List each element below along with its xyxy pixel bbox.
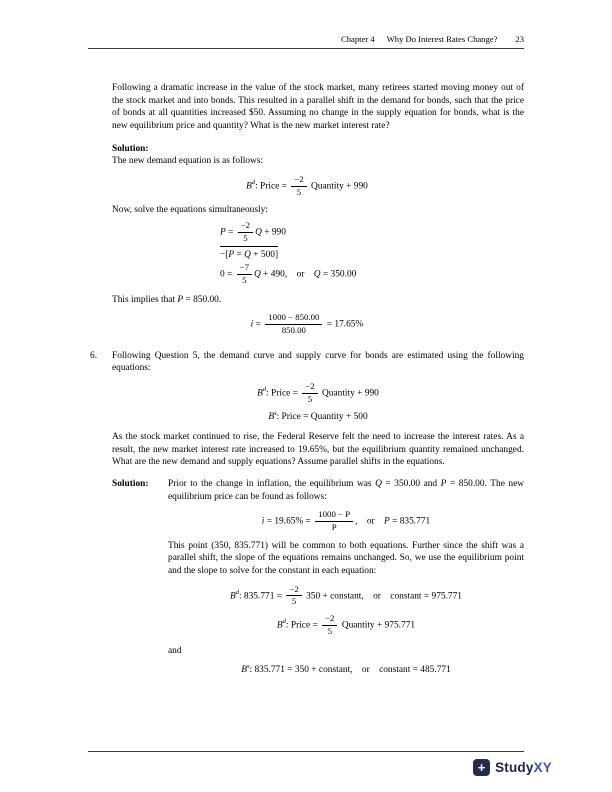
equation-system-row-2	[220, 246, 524, 262]
equation-system	[220, 221, 524, 285]
equation-demand-q6: $B^d$: Price = $\frac{-2}{5}$ Quantity + 990	[257, 380, 379, 404]
equation-interest-q5: i = $\frac{1000 - 850.00}{850.00}$ = 17.65%	[250, 312, 364, 335]
solution-q6	[112, 478, 524, 684]
solution-q6-body	[168, 478, 524, 684]
page-header	[88, 34, 524, 49]
subtraction-line: −[P = Q + 500]	[220, 246, 278, 262]
question-number: 6.	[90, 350, 98, 361]
page-number: 23	[515, 34, 524, 44]
plus-icon	[473, 759, 490, 776]
studyxy-logo	[88, 759, 552, 776]
implies-text: This implies that P = 850.00.	[112, 294, 222, 305]
question5-text: Following a dramatic increase in the value of the stock market, many retirees started moving money out of the stock market and into bonds. This resulted in a parallel shift in the demand for bonds, such that the price of bonds at all quantities increased $50. Assuming no change in the supply equation for bonds, what is the new equilibrium price and quantity? What is the new market interest rate?	[112, 83, 524, 132]
equation-new-demand-q5: $B^d$: Price = $\frac{-2}{5}$ Quantity + 990	[246, 174, 368, 197]
equation-interest-q6: i = 19.65% = $\frac{1000 - P}{P}$ , or P = 835.771	[261, 509, 431, 533]
brand-xy: XY	[533, 760, 552, 775]
equation-constant-supply: $B^s$: 835.771 = 350 + constant, or constant = 485.771	[241, 663, 451, 676]
solution-intro-text: Prior to the change in inflation, the equilibrium was Q = 350.00 and P = 850.00. The new equilibrium price can be found as follows:	[168, 479, 525, 502]
solution-label-q5: Solution:	[112, 143, 149, 154]
and-label: and	[168, 645, 182, 656]
equation-system-row-3: 0 = $\frac{-7}{5}$ Q + 490, or Q = 350.00	[220, 262, 357, 285]
equation-new-demand-q6: $B^d$: Price = $\frac{-2}{5}$ Quantity + 975.771	[276, 613, 416, 636]
question6-body-text: As the stock market continued to rise, the Federal Reserve felt the need to increase the interest rates. As a result, the new market interest rate increased to 19.65%, but the equilibrium quantity remained unchanged. What are the new demand and supply equations? Assume parallel shifts in the equations.	[112, 431, 524, 468]
chapter-label: Chapter 4	[341, 34, 375, 44]
page-footer	[88, 751, 552, 776]
equation-constant-demand: $B^d$: 835.771 = $\frac{-2}{5}$ 350 + constant, or constant = 975.771	[230, 583, 462, 607]
equation-system-row-1: P = $\frac{-2}{5}$ Q + 990	[220, 220, 286, 243]
page-body	[90, 82, 524, 684]
equation-supply-q6: $B^s$: Price = Quantity + 500	[268, 410, 368, 423]
plus-glyph: +	[477, 760, 486, 775]
solution-body-text: This point (350, 835.771) will be common to both equations. Further since the shift was a parallel shift, the slope of the equations remains unchanged. So, we use the equilibrium point and the slope to solve for the constant in each equation:	[168, 540, 524, 577]
chapter-title: Why Do Interest Rates Change?	[386, 34, 498, 44]
solution-label-q6: Solution:	[112, 479, 149, 490]
question-6-body	[112, 350, 524, 684]
brand-text	[495, 760, 552, 775]
footer-rule	[88, 751, 524, 752]
question6-text: Following Question 5, the demand curve and supply curve for bonds are estimated using the following equations:	[112, 350, 524, 374]
header-rule	[88, 48, 524, 49]
solution-line-1: The new demand equation is as follows:	[112, 156, 264, 167]
running-head	[88, 34, 524, 44]
solution-line-2: Now, solve the equations simultaneously:	[112, 205, 268, 216]
brand-study: Study	[495, 760, 534, 775]
question-6	[90, 350, 524, 684]
